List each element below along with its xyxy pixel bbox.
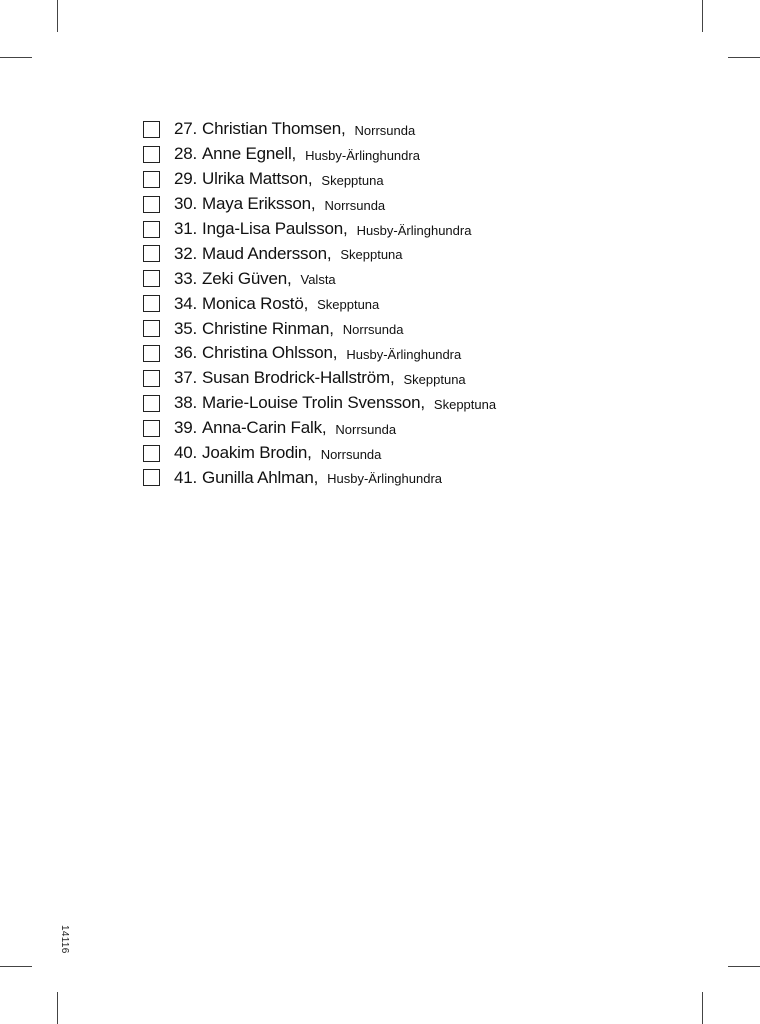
candidate-row: [143, 217, 623, 242]
candidate-checkbox[interactable]: [143, 445, 160, 462]
candidate-place: Skepptuna: [403, 371, 466, 387]
candidate-name: Inga-Lisa Paulsson,: [202, 219, 348, 238]
candidate-number: 36.: [174, 343, 198, 363]
candidate-checkbox[interactable]: [143, 320, 160, 337]
candidate-checkbox[interactable]: [143, 345, 160, 362]
candidate-number: 40.: [174, 443, 198, 463]
candidate-row: [143, 117, 623, 142]
candidate-row: [143, 192, 623, 217]
candidate-name: Marie-Louise Trolin Svensson,: [202, 393, 425, 413]
candidate-number: 28.: [174, 144, 198, 164]
candidate-name: Anne Egnell,: [202, 144, 297, 164]
candidate-place: Norrsunda: [324, 197, 386, 213]
candidate-name: Susan Brodrick-Hallström,: [202, 368, 395, 388]
candidate-name: Joakim Brodin,: [202, 443, 312, 463]
candidate-place: Norrsunda: [342, 322, 404, 338]
crop-mark-bottom-right: [702, 992, 703, 1024]
candidate-number: 37.: [174, 368, 198, 388]
candidate-place: Norrsunda: [354, 122, 416, 138]
candidate-place: Husby-Ärlinghundra: [346, 346, 462, 362]
page-code: 14116: [59, 925, 70, 954]
candidate-number: 35.: [174, 318, 198, 338]
candidate-name: Gunilla Ahlman,: [202, 467, 319, 487]
candidate-number: 33.: [174, 268, 198, 288]
candidate-row: [143, 391, 623, 416]
crop-mark-bottom-right-horizontal: [728, 966, 760, 967]
candidate-checkbox[interactable]: [143, 146, 160, 163]
candidate-number: 38.: [174, 393, 198, 413]
candidate-name: Maya Eriksson,: [202, 194, 316, 214]
candidate-checkbox[interactable]: [143, 171, 160, 188]
candidate-place: Skepptuna: [317, 297, 380, 313]
candidate-name: Christine Rinman,: [202, 318, 334, 338]
candidate-number: 30.: [174, 194, 198, 214]
candidate-row: [143, 465, 623, 490]
candidate-place: Husby-Ärlinghundra: [327, 471, 443, 487]
candidate-number: 34.: [174, 293, 198, 313]
candidate-name: Zeki Güven,: [202, 268, 292, 288]
candidate-place: Skepptuna: [340, 247, 403, 263]
candidate-place: Valsta: [300, 272, 336, 288]
candidate-checkbox[interactable]: [143, 270, 160, 287]
candidate-name: Christian Thomsen,: [202, 119, 346, 139]
candidate-row: [143, 341, 623, 366]
candidate-checkbox[interactable]: [143, 295, 160, 312]
candidate-checkbox[interactable]: [143, 370, 160, 387]
crop-mark-bottom-left-horizontal: [0, 966, 32, 967]
candidate-number: 29.: [174, 169, 198, 189]
candidate-checkbox[interactable]: [143, 121, 160, 138]
candidate-number: 39.: [174, 418, 198, 438]
candidate-place: Husby-Ärlinghundra: [356, 222, 472, 238]
crop-mark-top-left: [57, 0, 58, 32]
crop-mark-top-right-horizontal: [728, 57, 760, 58]
candidate-number: 27.: [174, 119, 198, 139]
candidate-row: [143, 366, 623, 391]
candidate-place: Husby-Ärlinghundra: [305, 147, 420, 163]
candidate-place: Norrsunda: [320, 446, 382, 462]
candidate-row: [143, 441, 623, 466]
candidate-row: [143, 241, 623, 266]
candidate-name: Christina Ohlsson,: [202, 343, 338, 363]
candidate-number: 32.: [174, 243, 198, 263]
candidate-row: [143, 316, 623, 341]
candidate-checkbox[interactable]: [143, 395, 160, 412]
candidate-row: [143, 291, 623, 316]
candidate-place: Skepptuna: [321, 172, 384, 188]
candidate-place: Norrsunda: [335, 421, 397, 437]
candidate-number: 41.: [174, 467, 198, 487]
candidate-number: 31.: [174, 219, 198, 238]
candidate-checkbox[interactable]: [143, 420, 160, 437]
candidate-name: Anna-Carin Falk,: [202, 418, 327, 438]
candidate-name: Monica Rostö,: [202, 293, 309, 313]
candidate-row: [143, 416, 623, 441]
candidate-checkbox[interactable]: [143, 221, 160, 238]
candidate-row: [143, 266, 623, 291]
candidate-list: [143, 117, 623, 490]
candidate-checkbox[interactable]: [143, 469, 160, 486]
candidate-checkbox[interactable]: [143, 245, 160, 262]
candidate-row: [143, 167, 623, 192]
candidate-row: [143, 142, 623, 167]
candidate-place: Skepptuna: [433, 396, 497, 412]
candidate-checkbox[interactable]: [143, 196, 160, 213]
candidate-name: Ulrika Mattson,: [202, 169, 313, 189]
crop-mark-top-right: [702, 0, 703, 32]
crop-mark-bottom-left: [57, 992, 58, 1024]
candidate-name: Maud Andersson,: [202, 243, 332, 263]
crop-mark-top-left-horizontal: [0, 57, 32, 58]
